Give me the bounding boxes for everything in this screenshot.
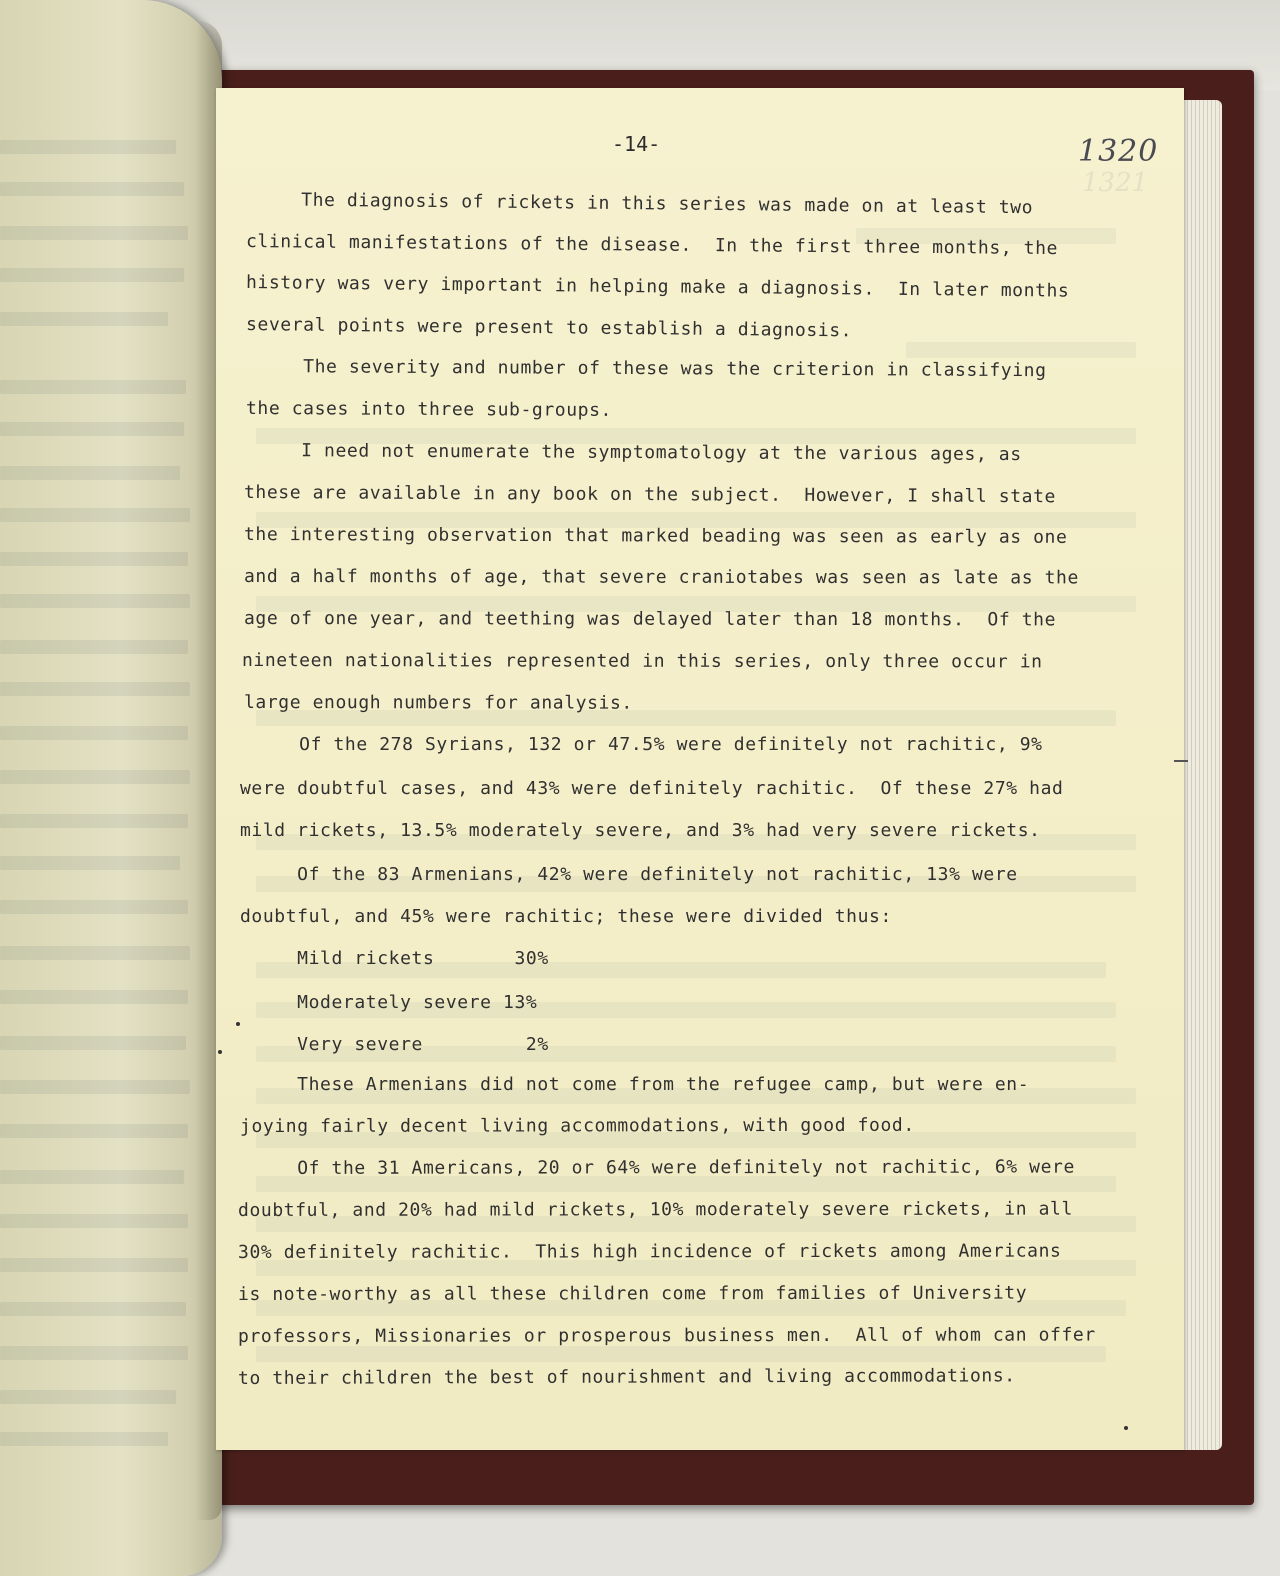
text-line: joying fairly decent living accommodations, with good food. (239, 1114, 915, 1137)
text-line: were doubtful cases, and 43% were definitely rachitic. Of these 27% had (240, 778, 1064, 799)
margin-mark (1174, 760, 1188, 762)
text-line: to their children the best of nourishment and living accommodations. (237, 1365, 1016, 1389)
text-line: Moderately severe 13% (240, 992, 538, 1013)
text-line: Mild rickets 30% (240, 948, 549, 969)
text-line: history was very important in helping make a diagnosis. In later months (245, 272, 1070, 302)
text-line: nineteen nationalities represented in this series, only three occur in (241, 650, 1043, 673)
text-line: these are available in any book on the subject. However, I shall state (243, 482, 1057, 508)
text-line: The severity and number of these was the criterion in classifying (245, 356, 1047, 382)
text-line: the interesting observation that marked beading was seen as early as one (243, 524, 1068, 548)
text-line: doubtful, and 20% had mild rickets, 10% moderately severe rickets, in all (237, 1198, 1073, 1221)
text-line: professors, Missionaries or prosperous business men. All of whom can offer (237, 1324, 1096, 1347)
text-line: several points were present to establish a diagnosis. (245, 314, 853, 342)
text-line: Of the 278 Syrians, 132 or 47.5% were definitely not rachitic, 9% (242, 734, 1043, 755)
text-line: and a half months of age, that severe craniotabes was seen as late as the (243, 566, 1079, 589)
archive-stamp-number: 1320 (1078, 134, 1159, 169)
text-line: These Armenians did not come from the refugee camp, but were en- (240, 1074, 1030, 1095)
text-line: doubtful, and 45% were rachitic; these were divided thus: (240, 906, 892, 927)
text-line: The diagnosis of rickets in this series was made on at least two (243, 189, 1034, 219)
page-number: -14- (612, 132, 661, 156)
typescript-page (216, 88, 1184, 1450)
facing-page-left (0, 0, 222, 1576)
text-line: mild rickets, 13.5% moderately severe, and 3% had very severe rickets. (240, 820, 1041, 841)
text-line: age of one year, and teething was delayed later than 18 months. Of the (243, 608, 1057, 631)
text-line: Of the 83 Armenians, 42% were definitely not rachitic, 13% were (240, 864, 1018, 885)
text-line: the cases into three sub-groups. (245, 398, 613, 421)
text-line: clinical manifestations of the disease. In the first three months, the (245, 231, 1059, 260)
stamp-ghost: 1321 (1082, 168, 1149, 198)
text-line: is note-worthy as all these children come from families of University (237, 1282, 1028, 1305)
text-line: Very severe 2% (240, 1034, 549, 1055)
text-line: 30% definitely rachitic. This high incidence of rickets among Americans (237, 1240, 1062, 1263)
text-line: I need not enumerate the symptomatology at the various ages, as (243, 440, 1022, 466)
text-line: large enough numbers for analysis. (243, 692, 633, 714)
text-line: Of the 31 Americans, 20 or 64% were definitely not rachitic, 6% were (239, 1156, 1075, 1179)
